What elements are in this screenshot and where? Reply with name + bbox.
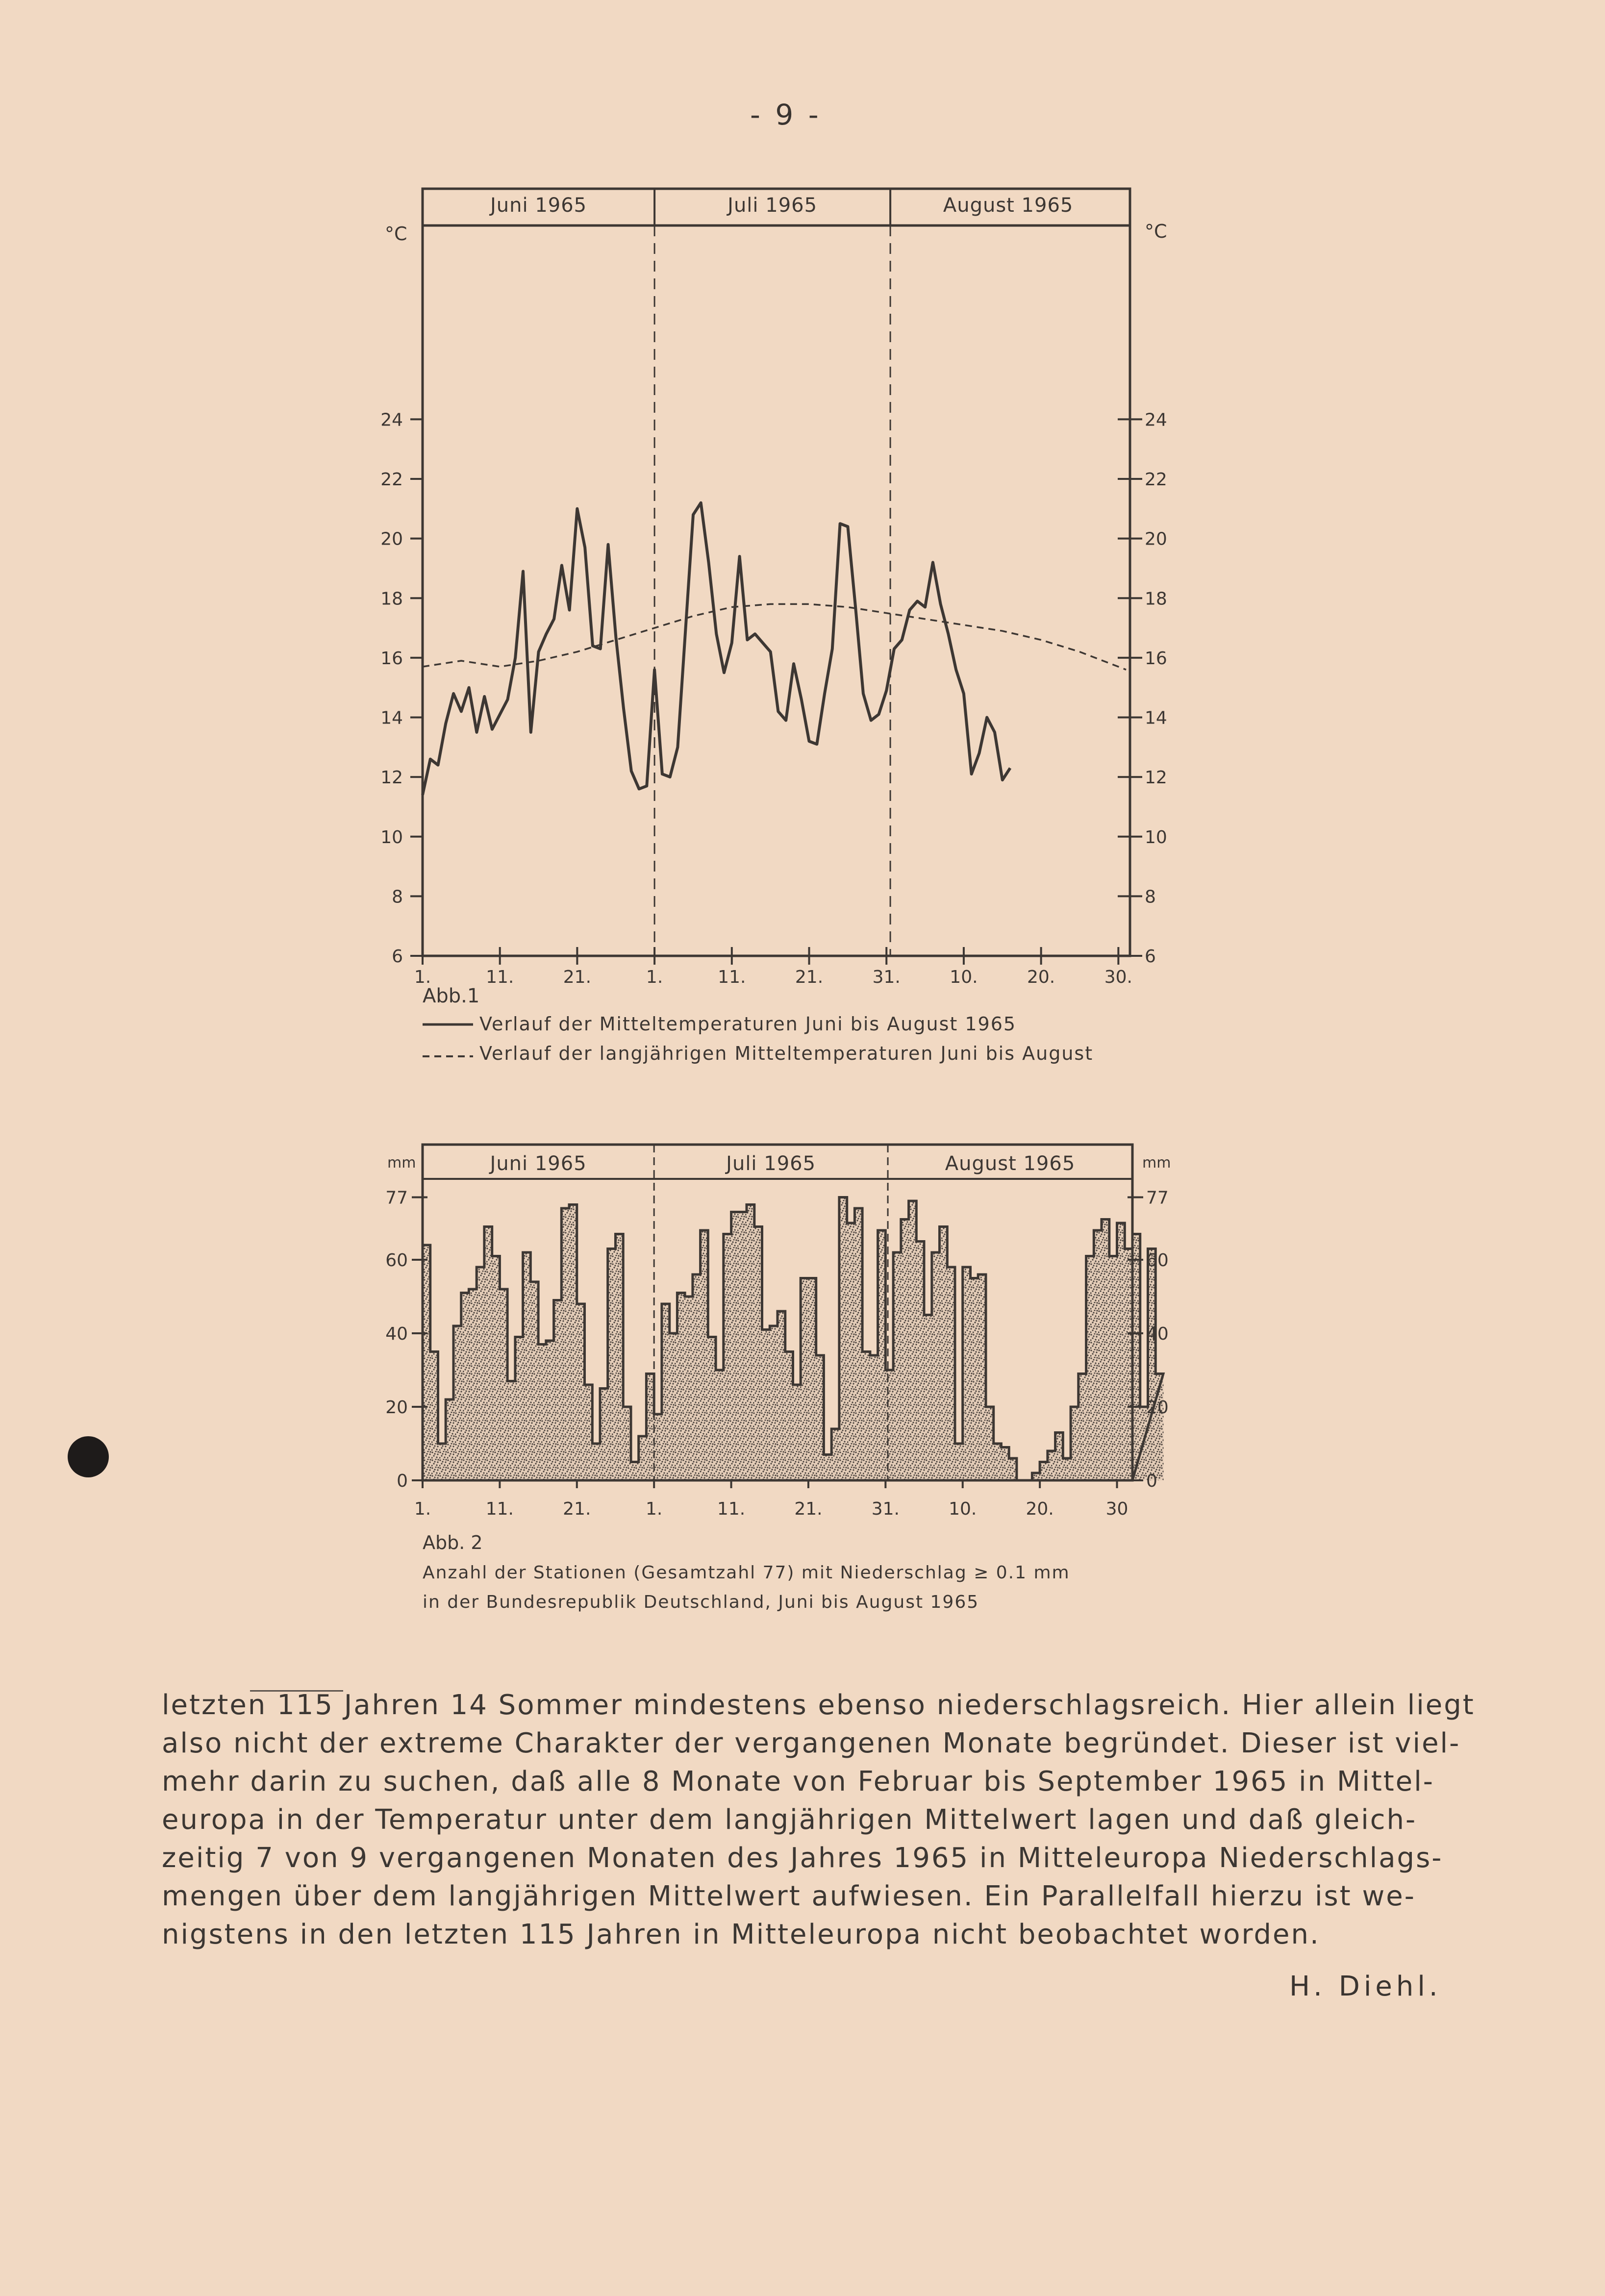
x-tick-label: 21.: [795, 967, 824, 987]
x-tick-label: 1.: [414, 1499, 431, 1519]
bar-day-88: [1094, 1230, 1102, 1480]
figure-label: Abb.1: [423, 985, 480, 1007]
y-tick-label-right: 60: [1146, 1250, 1169, 1271]
x-tick-label: 11.: [486, 967, 514, 987]
y-tick-label-right: 20: [1145, 529, 1167, 549]
month-label: Juni 1965: [490, 194, 587, 217]
x-tick-label: 20.: [1027, 967, 1055, 987]
month-label: August 1965: [945, 1152, 1076, 1175]
bar-day-42: [739, 1212, 747, 1481]
y-tick-label-right: 10: [1145, 827, 1167, 848]
unit-right: mm: [1142, 1154, 1171, 1172]
bar-day-66: [924, 1315, 932, 1481]
x-tick-label: 31.: [871, 1499, 900, 1519]
month-label: Juli 1965: [726, 1152, 816, 1175]
body-line-3: mehr darin zu suchen, daß alle 8 Monate von Februar bis September 1965 in Mittel-: [162, 1766, 1434, 1797]
bar-day-12: [507, 1381, 515, 1481]
body-line-5: zeitig 7 von 9 vergangenen Monaten des Jahres 1965 in Mitteleuropa Niederschlags-: [162, 1842, 1443, 1874]
bar-day-75: [994, 1444, 1002, 1480]
y-tick-label-left: 18: [380, 589, 403, 609]
bar-day-53: [824, 1455, 831, 1481]
bar-day-7: [469, 1289, 476, 1480]
x-tick-label: 21.: [563, 1499, 591, 1519]
y-tick-label-right: 14: [1145, 708, 1167, 728]
month-label: Juli 1965: [727, 194, 818, 217]
y-tick-label-left: 22: [380, 470, 403, 490]
bar-day-35: [685, 1297, 693, 1480]
month-label: Juni 1965: [490, 1152, 587, 1175]
body-line-4: europa in der Temperatur unter dem langjährigen Mittelwert lagen und daß gleich-: [162, 1804, 1417, 1836]
bar-day-56: [847, 1223, 855, 1480]
bar-day-58: [862, 1352, 870, 1481]
bar-day-64: [909, 1201, 917, 1480]
y-tick-label-right: 12: [1145, 768, 1167, 788]
x-tick-label: 30.: [1104, 967, 1132, 987]
body-line-6: mengen über dem langjährigen Mittelwert aufwiesen. Ein Parallelfall hierzu ist we-: [162, 1880, 1416, 1912]
body-line-2: also nicht der extreme Charakter der vergangenen Monate begründet. Dieser ist viel-: [162, 1727, 1461, 1759]
y-tick-label-left: 10: [380, 827, 403, 848]
x-tick-label: 10.: [950, 967, 978, 987]
month-label: August 1965: [943, 194, 1074, 217]
unit-right: °C: [1145, 221, 1167, 242]
x-tick-label: 1.: [646, 967, 663, 987]
bar-day-49: [793, 1385, 801, 1480]
caption-line-1: Anzahl der Stationen (Gesamtzahl 77) mit Niederschlag ≥ 0.1 mm: [423, 1563, 1070, 1583]
bar-day-43: [747, 1205, 754, 1481]
bar-day-3: [438, 1444, 446, 1480]
bar-day-59: [870, 1355, 878, 1480]
body-line-1: letzten 115 Jahren 14 Sommer mindestens ebenso niederschlagsreich. Hier allein liegt: [162, 1689, 1475, 1721]
bar-day-16: [538, 1345, 546, 1481]
legend-label-1: Verlauf der Mitteltemperaturen Juni bis August 1965: [479, 1013, 1017, 1035]
bar-day-84: [1063, 1458, 1071, 1480]
x-tick-label: 21.: [563, 967, 592, 987]
bar-day-23: [592, 1444, 600, 1480]
y-tick-label-right: 40: [1146, 1324, 1169, 1344]
temperature-chart: [0, 176, 1605, 1108]
y-tick-label-right: 20: [1146, 1398, 1169, 1418]
body-text: [162, 1686, 1475, 1954]
bar-day-89: [1102, 1220, 1109, 1481]
y-tick-label-left: 6: [392, 947, 403, 967]
bar-day-28: [631, 1462, 639, 1481]
figure-label: Abb. 2: [423, 1532, 483, 1553]
bar-day-72: [971, 1278, 978, 1481]
y-tick-label-left: 77: [385, 1188, 408, 1208]
y-tick-label-left: 20: [380, 529, 403, 549]
caption-line-2: in der Bundesrepublik Deutschland, Juni bis August 1965: [423, 1592, 979, 1612]
x-tick-label: 30: [1105, 1499, 1129, 1519]
x-tick-label: 21.: [794, 1499, 823, 1519]
bar-day-8: [476, 1267, 484, 1480]
punch-hole: [68, 1436, 109, 1477]
bar-day-70: [955, 1444, 963, 1480]
x-tick-label: 1.: [645, 1499, 663, 1519]
y-tick-label-left: 12: [380, 768, 403, 788]
y-tick-label-right: 24: [1145, 410, 1167, 430]
y-tick-label-left: 40: [385, 1324, 408, 1344]
x-tick-label: 1.: [414, 967, 431, 987]
x-tick-label: 10.: [949, 1499, 977, 1519]
x-tick-label: 20.: [1026, 1499, 1054, 1519]
bar-day-45: [762, 1330, 770, 1481]
bar-day-33: [670, 1333, 677, 1480]
y-tick-label-right: 22: [1145, 470, 1167, 490]
y-tick-label-right: 6: [1145, 947, 1156, 967]
y-tick-label-left: 14: [380, 708, 403, 728]
bar-day-39: [716, 1370, 724, 1480]
y-tick-label-left: 8: [392, 887, 403, 907]
x-tick-label: 11.: [485, 1499, 514, 1519]
bar-day-36: [693, 1274, 701, 1480]
bar-day-61: [885, 1370, 893, 1480]
body-line-7: nigstens in den letzten 115 Jahren in Mitteleuropa nicht beobachtet worden.: [162, 1919, 1320, 1950]
page-number: - 9 -: [750, 98, 822, 131]
y-tick-label-right: 8: [1145, 887, 1156, 907]
signature: H. Diehl.: [1289, 1971, 1442, 2002]
y-tick-label-right: 77: [1146, 1188, 1169, 1208]
unit-left: °C: [385, 223, 407, 245]
y-tick-label-left: 16: [380, 648, 403, 669]
y-tick-label-left: 0: [397, 1471, 408, 1491]
y-tick-label-right: 16: [1145, 648, 1167, 669]
series-line-1965: [423, 503, 1010, 795]
bar-day-41: [731, 1212, 739, 1481]
bar-day-91: [1117, 1223, 1125, 1480]
bar-day-90: [1109, 1256, 1117, 1481]
y-tick-label-left: 20: [385, 1398, 408, 1418]
unit-left: mm: [387, 1154, 416, 1172]
x-tick-label: 11.: [718, 967, 746, 987]
legend-label-2: Verlauf der langjährigen Mitteltemperaturen Juni bis August: [479, 1043, 1094, 1064]
bar-day-17: [546, 1341, 554, 1480]
y-tick-label-right: 0: [1146, 1471, 1157, 1491]
x-tick-label: 11.: [717, 1499, 746, 1519]
y-tick-label-right: 18: [1145, 589, 1167, 609]
y-tick-label-left: 60: [385, 1250, 408, 1271]
y-tick-label-left: 24: [380, 410, 403, 430]
x-tick-label: 31.: [872, 967, 901, 987]
precipitation-chart: [0, 1137, 1605, 1627]
bar-day-46: [770, 1326, 777, 1480]
bar-day-31: [654, 1414, 662, 1480]
bar-day-63: [901, 1220, 909, 1481]
plot-frame: [423, 189, 1130, 956]
